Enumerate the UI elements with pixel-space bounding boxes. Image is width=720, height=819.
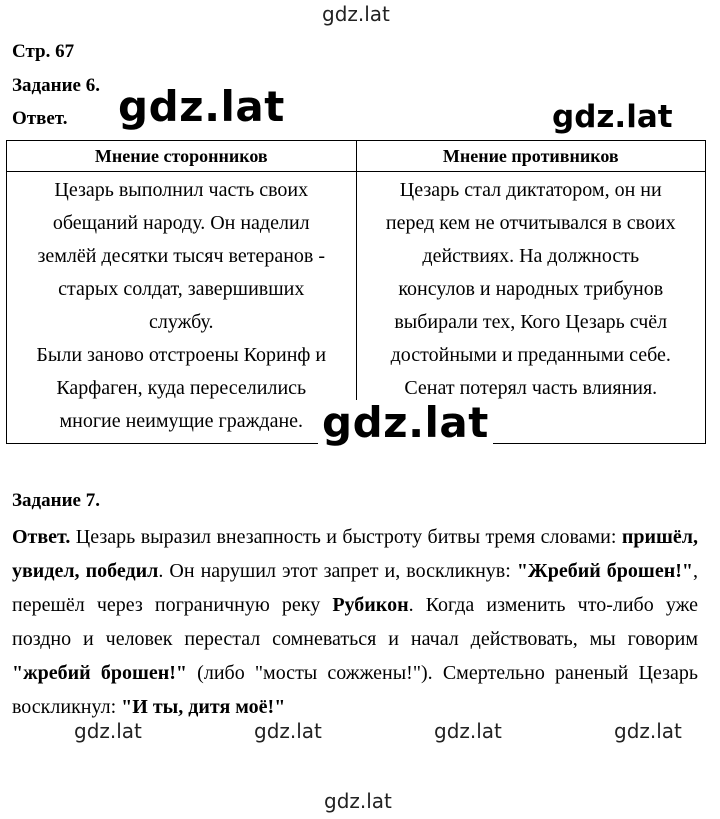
text-line: Карфаген, куда переселились	[56, 377, 307, 399]
text-line: консулов и народных трибунов	[398, 278, 664, 300]
text-segment: Цезарь выразил внезапность и быстроту битвы тремя словами:	[70, 526, 622, 548]
task6-label: Задание 6.	[12, 75, 100, 96]
text-line: действиях. На должность	[422, 245, 640, 267]
task7-label: Задание 7.	[12, 490, 100, 511]
text-line: Сенат потерял часть влияния.	[404, 377, 658, 399]
text-segment: (либо "мосты сожжены!"). Смертельно раненый Цезарь воскликнул:	[12, 662, 698, 718]
supporters-cell	[7, 172, 357, 444]
page-label: Стр. 67	[12, 41, 75, 62]
watermark-row-4: gdz.lat	[614, 719, 682, 743]
text-line: обещаний народу. Он наделил	[52, 212, 310, 234]
watermark-medium: gdz.lat	[552, 99, 673, 135]
text-line: перед кем не отчитывался в своих	[385, 212, 676, 234]
watermark-row-1: gdz.lat	[74, 719, 142, 743]
header-opponents: Мнение противников	[356, 141, 706, 172]
watermark-row-3: gdz.lat	[434, 719, 502, 743]
bold-phrase: пришёл, увидел, победил	[12, 526, 698, 582]
header-supporters: Мнение сторонников	[7, 141, 357, 172]
watermark-row-2: gdz.lat	[254, 719, 322, 743]
task7-answer-label: Ответ.	[12, 526, 71, 548]
text-line: достойными и преданными себе.	[390, 344, 671, 366]
bold-phrase: Рубикон	[332, 594, 409, 616]
text-segment: . Он нарушил этот запрет и, воскликнув:	[158, 560, 517, 582]
answer-label: Ответ.	[12, 108, 68, 129]
text-line: Были заново отстроены Коринф и	[36, 344, 327, 366]
text-segment: , перешёл через пограничную реку	[12, 560, 698, 616]
watermark-bottom: gdz.lat	[324, 789, 392, 813]
bold-phrase: "И ты, дитя моё!"	[121, 696, 286, 718]
watermark-large-2: gdz.lat	[318, 400, 493, 446]
table-header-row	[7, 141, 706, 172]
text-line: службу.	[148, 311, 214, 333]
text-line: выбирали тех, Кого Цезарь счёл	[394, 311, 668, 333]
text-segment: . Когда изменить что-либо уже поздно и человек перестал сомневаться и начал действовать, мы говорим	[12, 594, 698, 650]
text-line: Цезарь выполнил часть своих	[54, 179, 309, 201]
bold-phrase: "Жребий брошен!"	[516, 560, 693, 582]
watermark-top: gdz.lat	[322, 2, 390, 26]
text-line: Цезарь стал диктатором, он ни	[399, 179, 662, 201]
text-line: старых солдат, завершивших	[58, 278, 305, 300]
task7-answer-paragraph	[12, 520, 698, 724]
watermark-large-1: gdz.lat	[118, 82, 285, 131]
bold-phrase: "жребий брошен!"	[12, 662, 187, 684]
text-line: многие неимущие граждане.	[59, 410, 304, 432]
text-line: землёй десятки тысяч ветеранов -	[37, 245, 326, 267]
